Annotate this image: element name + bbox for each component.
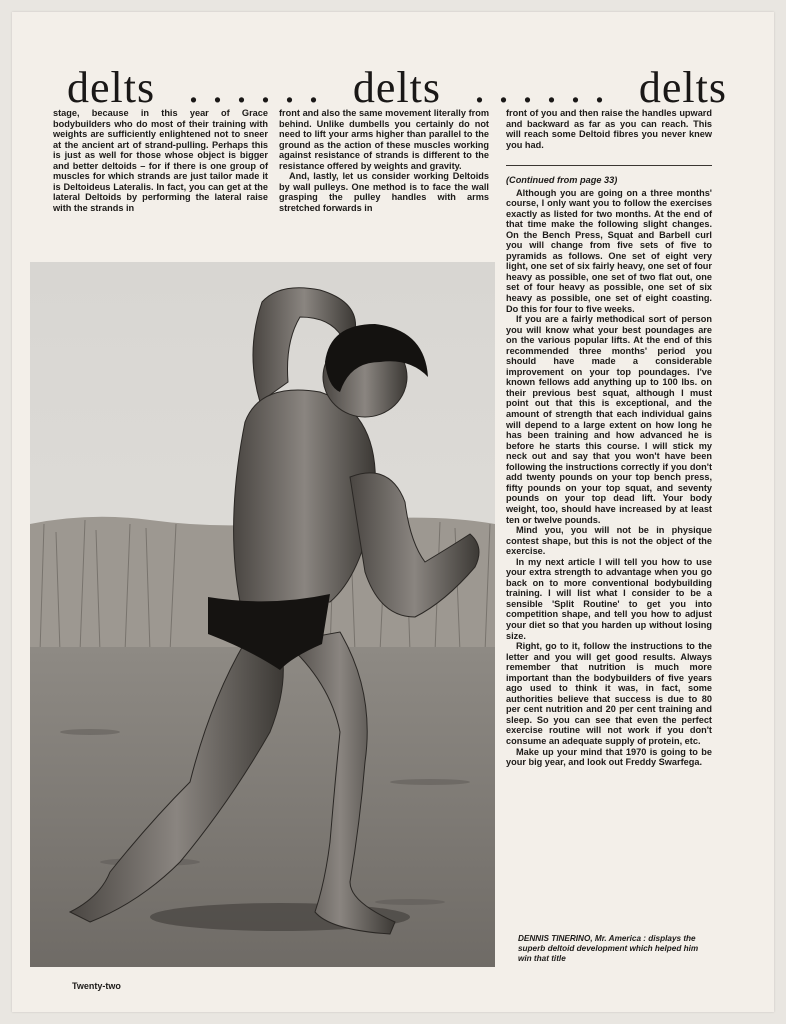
title-dots-1: . . . . . . [188,63,321,112]
column-2-paragraph-1: front and also the same movement literally from behind. Unlike dumbells you certainly do not need to lift your arms higher than parallel to the ground as the action of these muscles working against resistance of strands is different to the resistance offered by weights and gravity. [279,108,489,171]
column-1-text: stage, because in this year of Grace bodybuilders who do most of their training with weights are sufficiently enlightened not to sneer at the ancient art of strand-pulling. Perhaps this is just as well for those whose object is bigger and better deltoids – for if there is one group of muscles for which strands are just tailor made it is Deltoideus Lateralis. In fact, you can get at the lateral Deltoids by performing the lateral raise with the strands in [53,108,268,213]
section-divider [506,165,712,166]
continued-paragraph: Right, go to it, follow the instructions to the letter and you will get good results. Always remember that nutrition is much more important than the bodybuilders of five years ago used to think it was, in fact, some authorities believe that success is due to 80 per cent nutrition and 20 per cent training and sleep. So you can see that even the perfect exercise routine will not work if you don't consume an adequate supply of protein, etc. [506,641,712,746]
continued-paragraph: Although you are going on a three months' course, I only want you to follow the exercises exactly as listed for two months. At the end of that time make the following slight changes. On the Bench Press, Squat and Barbell curl you will change from five sets of five to pyramids as follows. One set of eight very light, one set of six fairly heavy, one set of four heavy as possible, one set of two flat out, one set of four heavy as possible, one set of six heavy as possible, one set of eight coasting. Do this for four to five weeks. [506,187,712,314]
continued-paragraph: In my next article I will tell you how to use your extra strength to advantage when you go back on to more conventional bodybuilding training. I will list what I consider to be a sensible 'Split Routine' to get you into competition shape, and tell you how to adjust your diet so that you harden up without losing size. [506,556,712,641]
photo-illustration [30,262,495,967]
article-column-3-top [506,108,712,150]
column-3-top-text: front of you and then raise the handles upward and backward as far as you can reach. This will reach some Deltoid fibres you never knew you had. [506,108,712,150]
page-title [67,62,727,113]
continued-paragraph: If you are a fairly methodical sort of person you will know what your best poundages are on the various popular lifts. At the end of this recommended three months' period you should have made a considerable improvement on your top poundages. I've known fellows add anything up to 100 lbs. on their previous best squat, although I must point out that this is exceptional, and the amount of strength that each individual gains will depend to a large extent on how long he has been training and how advanced he is before he starts this course. I will stick my neck out and say that you won't have been following the instructions correctly if you don't add twenty pounds on your top bench press, fifty pounds on your top squat, and seventy pounds on your top dead lift. Your body weight, too, should have increased by at least ten or twelve pounds. [506,314,712,525]
column-2-paragraph-2: And, lastly, let us consider working Deltoids by wall pulleys. One method is to face the wall grasping the pulley handles with arms stretched forwards in [279,171,489,213]
article-column-1 [53,108,268,213]
title-dots-2: . . . . . . [473,63,606,112]
caption-text: displays the superb deltoid development which helped him win that title [518,934,699,963]
title-word-1: delts [67,63,156,112]
continued-paragraph: Make up your mind that 1970 is going to be your big year, and look out Freddy Swarfega. [506,746,712,768]
bodybuilder-photo [30,262,495,967]
caption-name: DENNIS TINERINO, Mr. America : [518,934,646,943]
title-word-3: delts [638,63,727,112]
title-word-2: delts [352,63,442,112]
article-column-2 [279,108,489,213]
photo-caption [518,934,708,964]
page-number: Twenty-two [72,981,121,991]
continued-label: (Continued from page 33) [506,175,618,185]
continued-paragraph: Mind you, you will not be in physique contest shape, but this is not the object of the exercise. [506,525,712,557]
article-column-3-continued [506,175,712,768]
